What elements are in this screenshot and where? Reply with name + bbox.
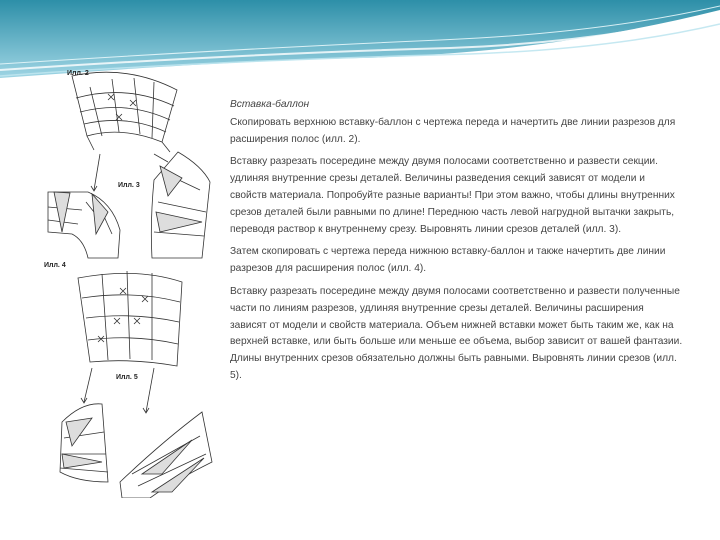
paragraph-4	[230, 284, 712, 385]
text-line: части по линиям разрезов, удлиняя внутренние срезы деталей. Величины расширения	[230, 302, 644, 314]
ill5-right-drawing	[120, 412, 212, 498]
ill5-label: Илл. 5	[116, 374, 138, 381]
text-line: Вставку разрезать посередине между двумя полосами соответственно и развести секции.	[230, 156, 658, 168]
ill5-left-drawing	[60, 404, 108, 482]
text-line: Затем скопировать с чертежа переда нижнюю вставку-баллон и также начертить две линии	[230, 246, 666, 258]
text-line: расширения полос (илл. 2).	[230, 133, 361, 145]
text-line: свойств материала. Попробуйте разные варианты! При этом важно, чтобы длины внутренних	[230, 189, 675, 201]
text-line: переводя раствор к внутреннему срезу. Выровнять линии срезов деталей (илл. 3).	[230, 223, 622, 235]
ill3-label: Илл. 3	[118, 182, 140, 189]
ill2-label: Илл. 2	[67, 70, 89, 77]
text-line: удлиняя внутренние срезы деталей. Величины разведения секций зависят от модели и	[230, 173, 645, 185]
text-line: 5).	[230, 369, 242, 381]
text-line: Длины внутренних срезов обязательно должны быть равными. Выровнять линии срезов (илл.	[230, 353, 677, 365]
text-line: Скопировать верхнюю вставку-баллон с чертежа переда и начертить две линии разрезов для	[230, 116, 676, 128]
ill3-left-drawing	[48, 192, 120, 258]
text-line: верхней вставке, или быть больше или меньше ее объема, выбор зависит от вашей фантазии.	[230, 336, 683, 348]
text-line: срезов деталей были равными по длине! Переднюю часть левой нагрудной вытачки закрыть,	[230, 206, 675, 218]
instructions-text	[230, 97, 712, 391]
text-line: Вставку разрезать посередине между двумя полосами соответственно и развести полученные	[230, 285, 680, 297]
ill2-drawing	[72, 72, 177, 152]
ill3-right-drawing	[151, 152, 210, 258]
ill4-label: Илл. 4	[44, 262, 66, 269]
section-heading: Вставка-баллон	[230, 99, 310, 110]
ill4-drawing	[78, 271, 182, 366]
paragraph-1	[230, 115, 712, 149]
pattern-illustrations	[42, 62, 214, 498]
text-line: зависят от модели и свойств материала. Объем нижней вставки может быть таким же, как на	[230, 319, 674, 331]
pattern-diagram	[42, 62, 214, 498]
paragraph-3	[230, 244, 712, 278]
paragraph-2	[230, 154, 712, 238]
text-line: разрезов для расширения полос (илл. 4).	[230, 263, 427, 275]
